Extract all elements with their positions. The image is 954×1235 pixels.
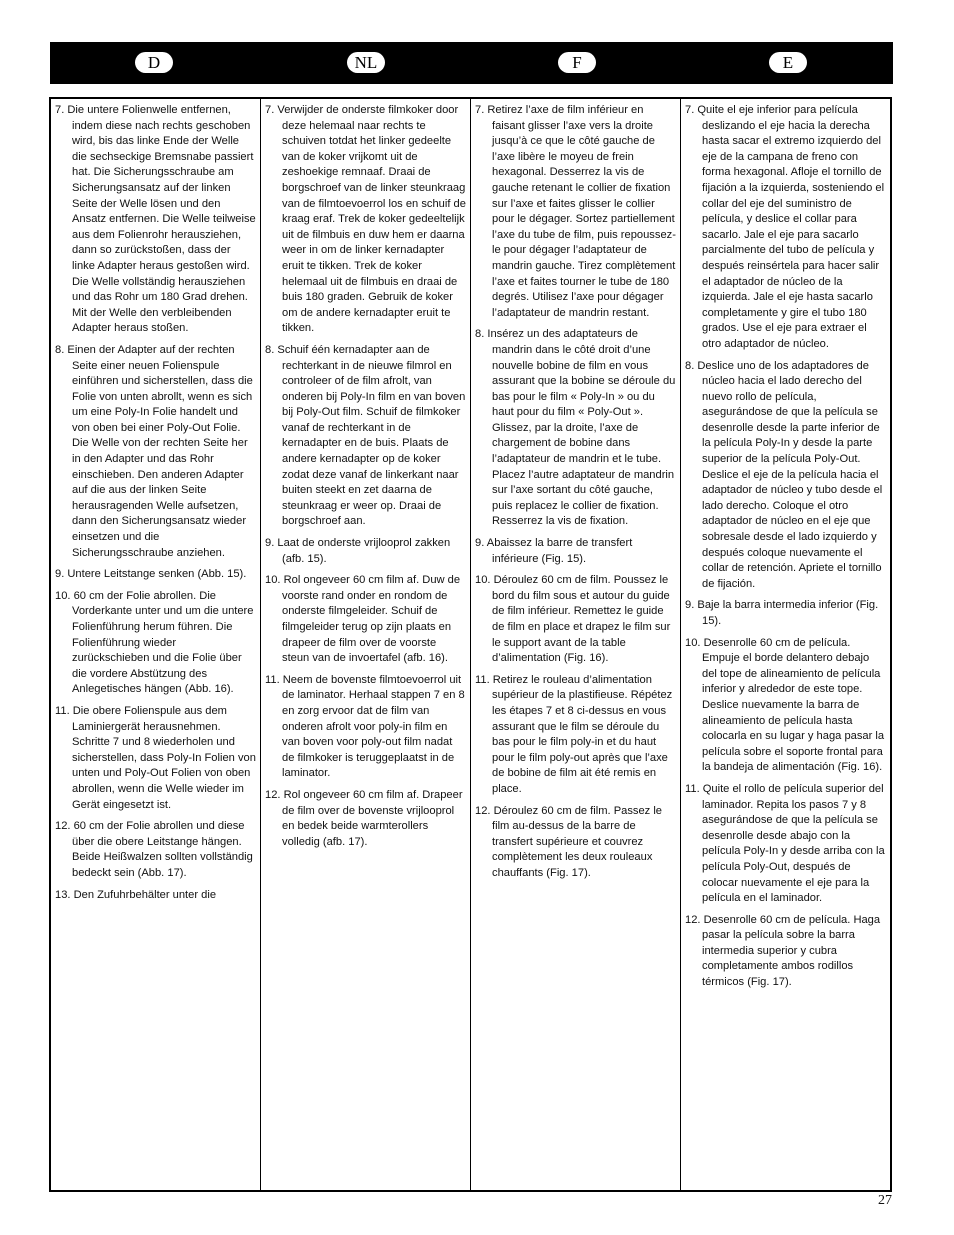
page-number: 27 [878,1193,892,1208]
step-10: 10. 60 cm der Folie abrollen. Die Vorderkante unter und um die untere Folienführung herum führen. Die Folienführung wieder zurückschieben und die Folie über die vordere Abstützung des Anlegetisches hängen (Abb. 16). [55,589,254,696]
lang-badge-nl: NL [347,52,385,73]
instruction-columns [49,97,892,1192]
step-9: 9. Laat de onderste vrijlooprol zakken (afb. 15). [265,537,451,565]
step-9: 9. Baje la barra intermedia inferior (Fig. 15). [685,599,879,627]
step-7: 7. Verwijder de onderste filmkoker door deze helemaal naar rechts te schuiven totdat het linker gedeelte van de koker vrijkomt uit de zeshoekige remnaaf. Draai de borgschroef van de linker steunkraag van de filmtoevoerrol los en schuif de kraag eraf. Trek de koker gedeeltelijk uit de filmbuis en duw hem er daarna weer in om de linker kernadapter eruit te tikken. Trek de koker helemaal uit de filmbuis en draai de buis 180 graden. Gebruik de koker om de andere kernadapter eruit te tikken. [265,104,466,335]
step-7: 7. Die untere Folienwelle entfernen, indem diese nach rechts geschoben wird, bis das linke Ende der Welle die sechseckige Bremsnabe passiert hat. Die Sicherungsschraube am Sicherungsansatz auf der linken Seite der Welle lösen und den Ansatz entfernen. Die Welle teilweise aus dem Folienrohr herausziehen, dann so zurückstoßen, dass der linke Adapter heraus gestoßen wird. Die Welle vollständig herausziehen und das Rohr um 180 Grad drehen. Mit der Welle den verbleibenden Adapter heraus stoßen. [55,104,256,335]
step-7: 7. Retirez l’axe de film inférieur en faisant glisser l’axe vers la droite jusqu’à ce que le côté gauche de l’axe libère le moyeu de frein hexagonal. Desserrez la vis de gauche retenant le collier de fixation sur l’axe et faites glisser le collier pour le dégager. Sortez partiellement l’axe du tube de film, puis repoussez-le pour dégager l’adaptateur de mandrin gauche. Tirez complètement l’axe et faites tourner le tube de 180 degrés. Utilisez l’axe pour dégager l’adaptateur de mandrin restant. [475,104,676,319]
step-13: 13. Den Zufuhrbehälter unter die [55,888,217,901]
step-7: 7. Quite el eje inferior para película deslizando el eje hacia la derecha hasta sacar el extremo izquierdo del eje de la campana de freno con forma hexagonal. Afloje el tornillo de fijación a la izquierda, sosteniendo el collar del eje del suministro de película, y deslice el collar para sacarlo. Jale el eje para sacarlo parcialmente del tubo de película y después reinsértela para hacer salir el adaptador de núcleo de la izquierda. Jale el eje hasta sacarlo completamente y gire el tubo 180 grados. Use el eje para extraer el otro adaptador de núcleo. [685,104,885,350]
lang-badge-fr: F [558,52,596,73]
lang-badge-de: D [135,52,173,73]
step-12: 12. Rol ongeveer 60 cm film af. Drapeer de film over de bovenste vrijlooprol en bedek beide warmterollers volledig (afb. 17). [265,788,463,848]
step-11: 11. Quite el rollo de película superior del laminador. Repita los pasos 7 y 8 asegurándose de que la película se desenrolle desde abajo con la película Poly-In y desde arriba con la película Poly-Out, después de colocar nuevamente el eje para la película en el laminador. [685,782,885,905]
step-8: 8. Insérez un des adaptateurs de mandrin dans le côté droit d’une nouvelle bobine de film en vous assurant que la bobine se déroule du bas pour le film « Poly-In » ou du haut pour du film « Poly-Out ». Glissez, par la droite, l’axe de chargement de bobine dans l’adaptateur de mandrin et le tube. Placez l’autre adaptateur de mandrin sur l’axe sortant du côté gauche, puis replacez le collier de fixation. Resserrez la vis de fixation. [475,328,676,528]
step-12: 12. 60 cm der Folie abrollen und diese über die obere Leitstange hängen. Beide Heißwalzen sollten vollständig bedeckt sein (Abb. 17). [55,820,253,879]
column-dutch [261,99,471,1190]
step-12: 12. Déroulez 60 cm de film. Passez le film au-dessus de la barre de transfert supérieure et couvrez complètement les deux rouleaux chauffants (Fig. 17). [475,804,662,879]
step-11: 11. Retirez le rouleau d’alimentation supérieur de la plastifieuse. Répétez les étapes 7 et 8 ci-dessus en vous assurant que le film se déroule du bas pour le film poly-in et du haut pour le film poly-out après que l’axe de bobine de film ait été remis en place. [475,673,673,795]
step-11: 11. Die obere Folienspule aus dem Laminiergerät herausnehmen. Schritte 7 und 8 wiederholen und sicherstellen, dass Poly-In Folien von unten und Poly-Out Folien von oben abrollen, wenn die Welle wieder im Gerät eingesetzt ist. [55,704,256,811]
step-9: 9. Abaissez la barre de transfert inférieure (Fig. 15). [475,537,633,565]
step-10: 10. Desenrolle 60 cm de película. Empuje el borde delantero debajo del tope de alineamiento de película inferior y alrededor de este tope. Deslice nuevamente la barra de alineamiento de película hasta colocarla en su lugar y haga pasar la película sobre el soporte frontal para la bandeja de alimentación (Fig. 16). [685,636,885,774]
step-10: 10. Rol ongeveer 60 cm film af. Duw de voorste rand onder en rondom de onderste filmgeleider. Schuif de filmgeleider terug op zijn plaats en drapeer de film over de voorste steun van de invoertafel (afb. 16). [265,574,461,665]
step-11: 11. Neem de bovenste filmtoevoerrol uit de laminator. Herhaal stappen 7 en 8 en zorg ervoor dat de film van onderen afrolt voor poly-in film en van boven voor poly-out film nadat de filmkoker is teruggeplaatst in de laminator. [265,673,465,780]
step-9: 9. Untere Leitstange senken (Abb. 15). [55,568,247,581]
column-spanish [681,99,890,1190]
column-french [471,99,681,1190]
step-10: 10. Déroulez 60 cm de film. Poussez le bord du film sous et autour du guide de film inférieur. Remettez le guide de film en place et drapez le film sur le support avant de la table d’alimentation (Fig. 16). [475,574,671,665]
language-header-bar [50,42,893,84]
step-12: 12. Desenrolle 60 cm de película. Haga pasar la película sobre la barra intermedia superior y cubra completamente ambos rodillos térmicos (Fig. 17). [685,913,881,989]
column-german [51,99,261,1190]
lang-badge-es: E [769,52,807,73]
step-8: 8. Einen der Adapter auf der rechten Seite einer neuen Folienspule einführen und sicherstellen, dass die Folie von unten abrollt, wenn es sich um eine Poly-In Folie handelt und von oben bei einer Poly-Out Folie. Die Welle von der rechten Seite her in den Adapter und das Rohr einschieben. Den anderen Adapter auf die aus der linken Seite herausragenden Welle aufsetzen, dann den Sicherungsansatz wieder einsetzen und die Sicherungsschraube anziehen. [55,343,253,559]
step-8: 8. Schuif één kernadapter aan de rechterkant in de nieuwe filmrol en controleer of de film afrolt, van onderen bij Poly-In film en van boven bij Poly-Out film. Schuif de filmkoker vanaf de rechterkant in de kernadapter en de buis. Plaats de andere kernadapter op de koker zodat deze vanaf de linkerkant naar buiten steekt en zet daarna de steunkraag er weer op. Draai de borgschroef aan. [265,343,466,528]
step-8: 8. Deslice uno de los adaptadores de núcleo hacia el lado derecho del nuevo rollo de película, asegurándose de que la película se desenrolle desde la parte inferior de la película Poly-In y desde la parte superior de la película Poly-Out. Deslice el eje de la película hacia el adaptador de núcleo y tubo desde el lado derecho. Coloque el otro adaptador de núcleo en el eje que sobresale desde el lado izquierdo y después coloque nuevamente el collar de retención. Apriete el tornillo de fijación. [685,359,883,590]
